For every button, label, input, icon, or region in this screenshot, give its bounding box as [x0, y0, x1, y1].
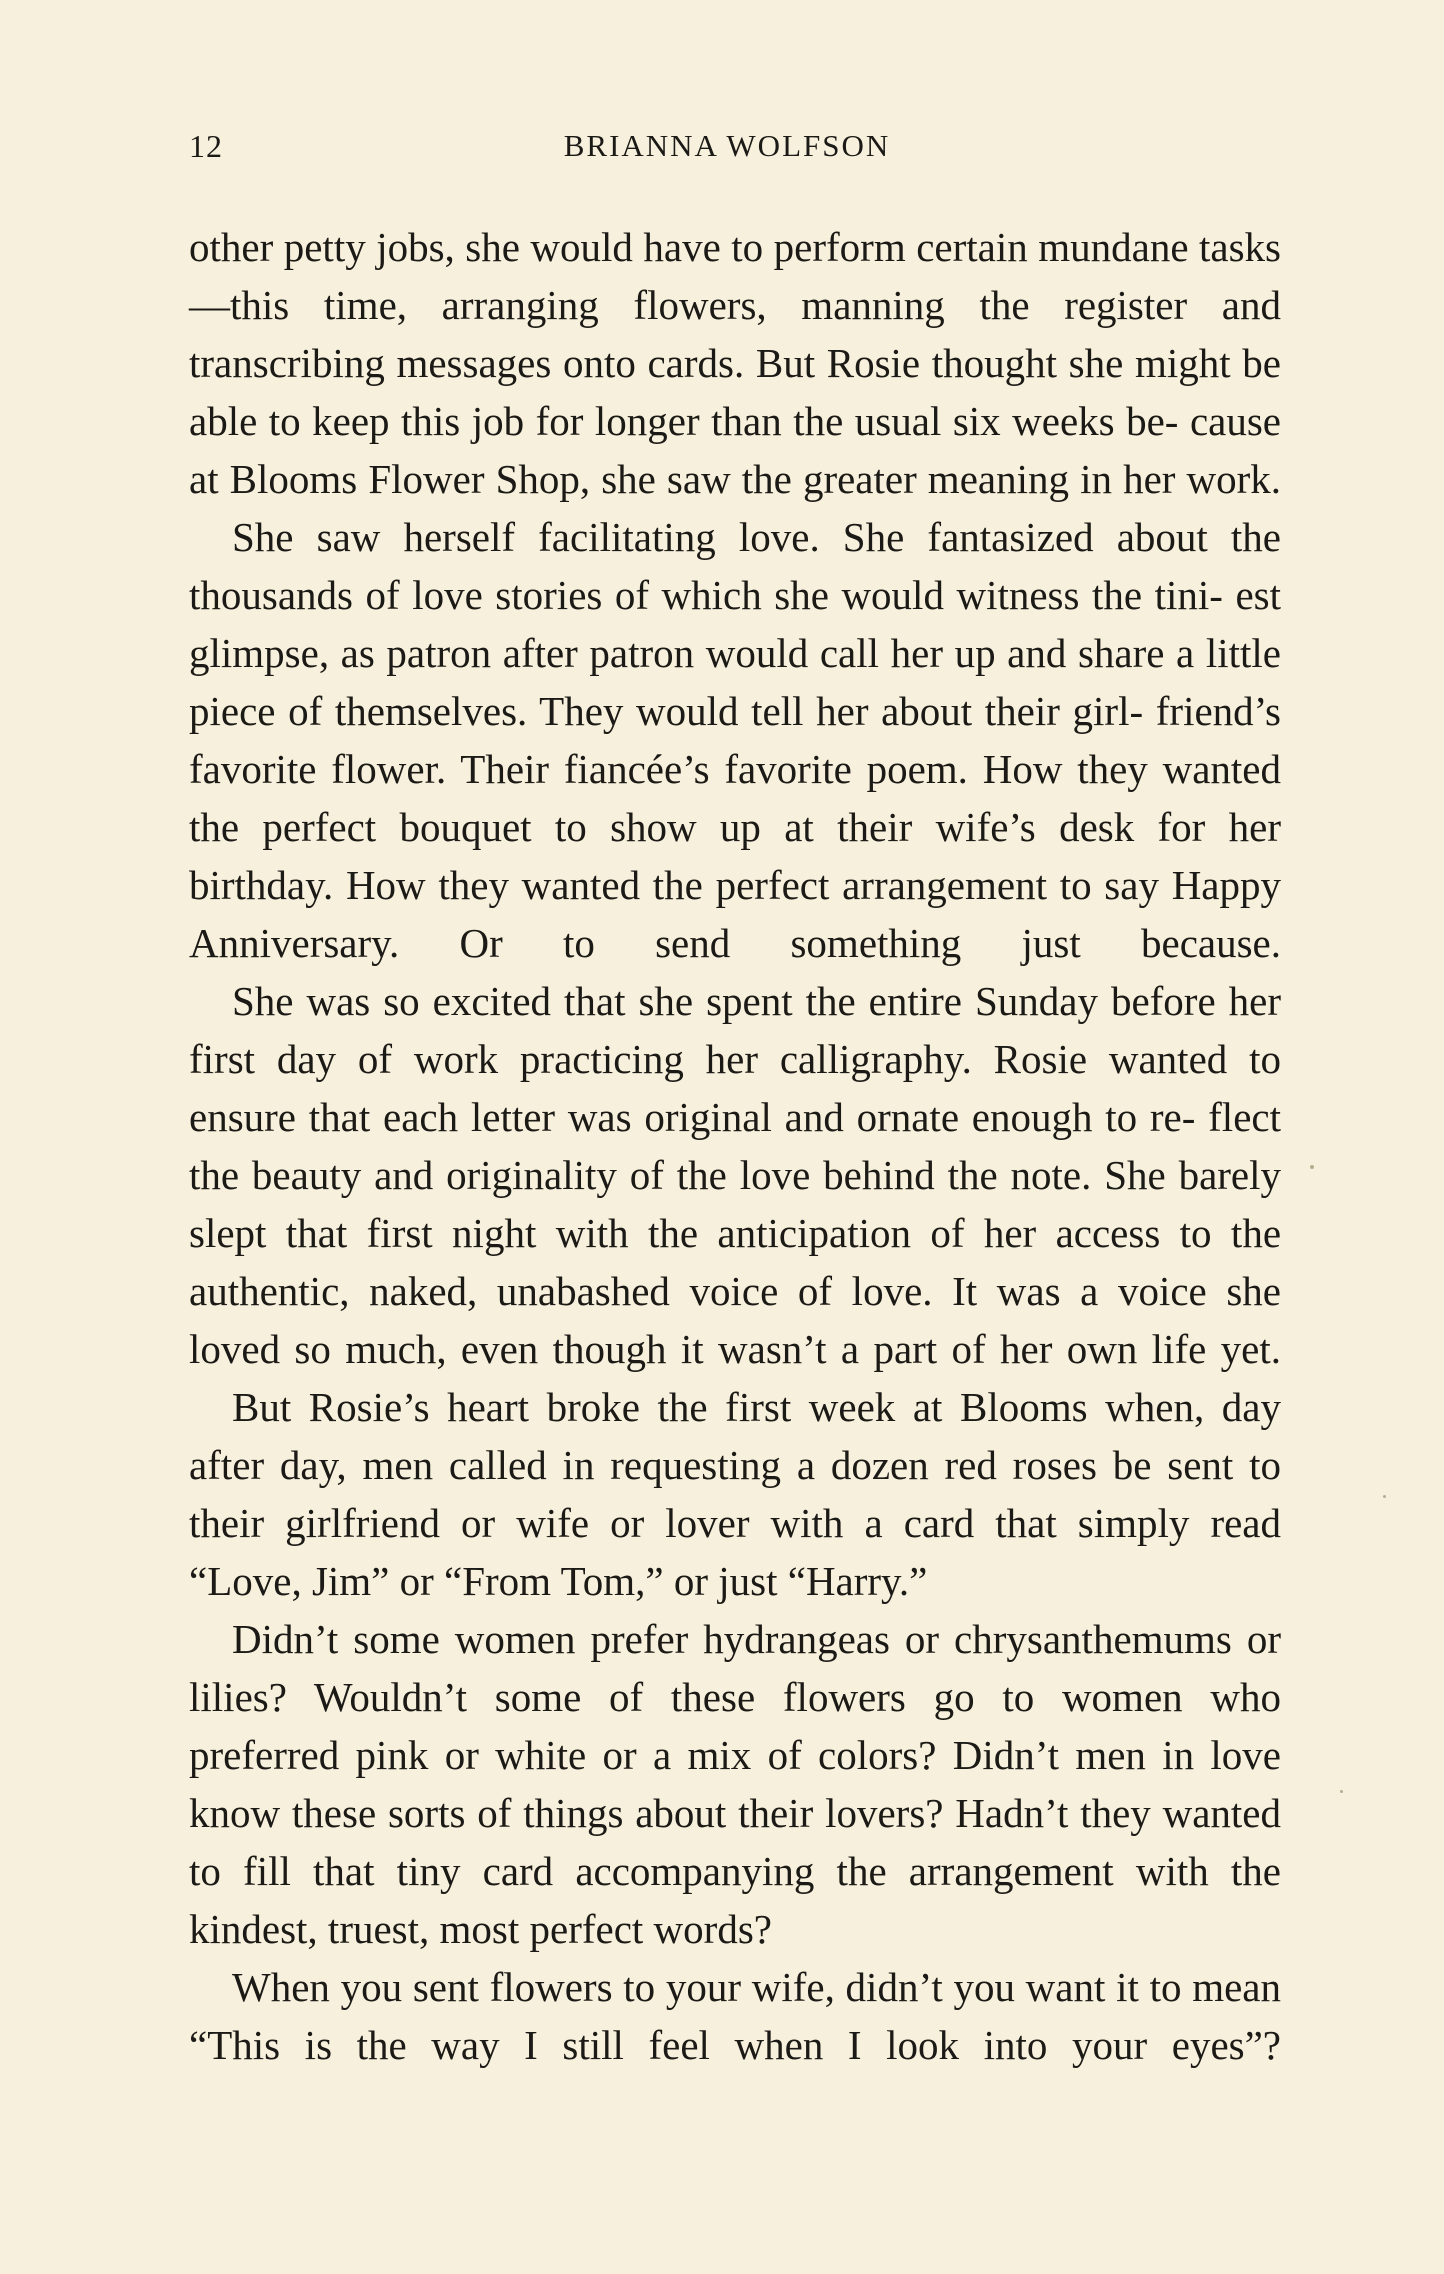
paragraph-line: “Love, Jim” or “From Tom,” or just “Harry.” [189, 1558, 928, 1604]
paragraph-line: to ensure that each letter was original and ornate enough to re- [189, 1036, 1281, 1140]
paragraph-line: She saw herself facilitating love. She fantasized about the [232, 514, 1281, 560]
paragraph-line: Happy Anniversary. Or to send something just because. [189, 862, 1281, 966]
paragraph-6 [189, 1958, 1281, 2074]
paragraph-line: But Rosie’s heart broke the first week at Blooms when, day [232, 1384, 1281, 1430]
paragraph-line: transcribing messages onto cards. But Rosie thought she might [189, 340, 1231, 386]
paragraph-line: flect the beauty and originality of the love behind the note. She [189, 1094, 1281, 1198]
paragraph-line: after day, men called in requesting a dozen red roses be sent to [189, 1442, 1281, 1488]
paragraph-line: tasks—this time, arranging flowers, manning the register and [189, 224, 1282, 328]
paragraph-line: or lilies? Wouldn’t some of these flowers go to women who [189, 1616, 1281, 1720]
paragraph-line: cause at Blooms Flower Shop, she saw the greater meaning in [189, 398, 1281, 502]
paragraph-line: the authentic, naked, unabashed voice of love. It was a voice she [189, 1210, 1282, 1314]
paragraph-line: loved so much, even though it wasn’t a part of her own life yet. [189, 1326, 1281, 1372]
paragraph-line: other petty jobs, she would have to perform certain mundane [189, 224, 1189, 270]
paragraph-1 [189, 218, 1281, 508]
paragraph-line: She was so excited that she spent the entire Sunday before [232, 978, 1216, 1024]
paragraph-line: est glimpse, as patron after patron would call her up and share a [189, 572, 1281, 676]
paper-speck [1340, 1790, 1343, 1793]
paragraph-line: barely slept that first night with the anticipation of her access to [189, 1152, 1282, 1256]
paragraph-line: preferred pink or white or a mix of colors? Didn’t men in love [189, 1732, 1281, 1778]
paragraph-line: Didn’t some women prefer hydrangeas or chrysanthemums [232, 1616, 1232, 1662]
paragraph-line: thousands of love stories of which she would witness the tini- [189, 572, 1223, 618]
paragraph-line: her first day of work practicing her calligraphy. Rosie wanted [189, 978, 1281, 1082]
paragraph-line: her work. [1123, 456, 1282, 502]
paper-speck [1383, 1495, 1386, 1498]
paragraph-line: little piece of themselves. They would tell her about their girl- [189, 630, 1281, 734]
page-number: 12 [189, 128, 223, 164]
paragraph-2 [189, 508, 1281, 972]
paragraph-line: When you sent flowers to your wife, didn’t you want it to [232, 1964, 1182, 2010]
paragraph-line: to fill that tiny card accompanying the arrangement with the [189, 1848, 1281, 1894]
paragraph-3 [189, 972, 1281, 1378]
paragraph-line: wanted the perfect bouquet to show up at their wife’s desk for [189, 746, 1281, 850]
running-head-author: BRIANNA WOLFSON [563, 128, 891, 163]
paragraph-line: be able to keep this job for longer than the usual six weeks be- [189, 340, 1281, 444]
paragraph-line: know these sorts of things about their lovers? Hadn’t they wanted [189, 1790, 1281, 1836]
paragraph-line: mean “This is the way I still feel when I look into your eyes”? [189, 1964, 1281, 2068]
paragraph-4 [189, 1378, 1281, 1610]
paragraph-line: her birthday. How they wanted the perfect arrangement to say [189, 804, 1282, 908]
paragraph-5 [189, 1610, 1281, 1958]
paragraph-line: their girlfriend or wife or lover with a card that simply read [189, 1500, 1281, 1546]
paragraph-line: friend’s favorite flower. Their fiancée’s favorite poem. How they [189, 688, 1282, 792]
body-text [189, 218, 1281, 2074]
paper-speck [1310, 1165, 1314, 1169]
paragraph-line: kindest, truest, most perfect words? [189, 1906, 772, 1952]
